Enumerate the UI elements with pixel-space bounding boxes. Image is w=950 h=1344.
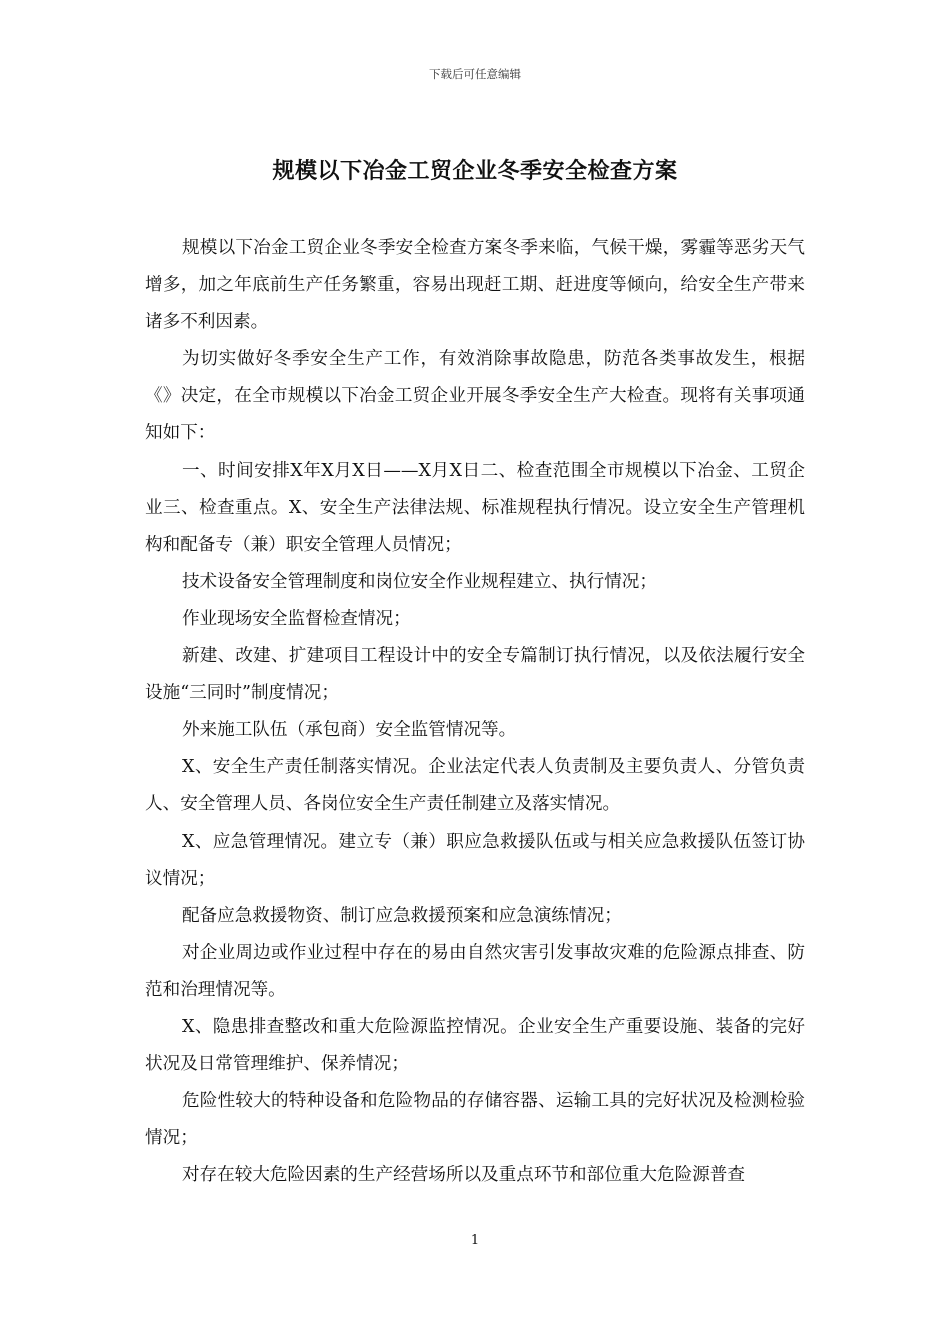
paragraph: 规模以下冶金工贸企业冬季安全检查方案冬季来临，气候干燥，雾霾等恶劣天气增多，加之年底前生产任务繁重，容易出现赶工期、赶进度等倾向，给安全生产带来诸多不利因素。 (145, 238, 805, 333)
paragraph: X、应急管理情况。建立专（兼）职应急救援队伍或与相关应急救援队伍签订协议情况； (145, 831, 805, 889)
paragraph: 危险性较大的特种设备和危险物品的存储容器、运输工具的完好状况及检测检验情况； (145, 1091, 805, 1149)
paragraph: 作业现场安全监督检查情况； (181, 608, 411, 629)
paragraph: 新建、改建、扩建项目工程设计中的安全专篇制订执行情况，以及依法履行安全设施“三同时”制度情况； (145, 646, 805, 704)
paragraph: 配备应急救援物资、制订应急救援预案和应急演练情况； (181, 905, 622, 926)
paragraph: 一、时间安排X年X月X日——X月X日二、检查范围全市规模以下冶金、工贸企业三、检查重点。X、安全生产法律法规、标准规程执行情况。设立安全生产管理机构和配备专（兼）职安全管理人员情况； (145, 460, 805, 555)
paragraph: X、隐患排查整改和重大危险源监控情况。企业安全生产重要设施、装备的完好状况及日常管理维护、保养情况； (145, 1016, 805, 1075)
document-title: 规模以下冶金工贸企业冬季安全检查方案 (272, 159, 678, 184)
paragraph: 技术设备安全管理制度和岗位安全作业规程建立、执行情况； (181, 571, 657, 592)
document-body (145, 230, 805, 1194)
header-note: 下载后可任意编辑 (429, 67, 521, 81)
paragraph: 外来施工队伍（承包商）安全监管情况等。 (181, 720, 517, 741)
paragraph: 对存在较大危险因素的生产经营场所以及重点环节和部位重大危险源普查 (181, 1165, 745, 1186)
paragraph: 为切实做好冬季安全生产工作，有效消除事故隐患，防范各类事故发生，根据《》决定，在全市规模以下冶金工贸企业开展冬季安全生产大检查。现将有关事项通知如下： (145, 349, 805, 444)
page-number: 1 (470, 1233, 480, 1248)
paragraph: 对企业周边或作业过程中存在的易由自然灾害引发事故灾难的危险源点排查、防范和治理情况等。 (145, 942, 805, 1000)
paragraph: X、安全生产责任制落实情况。企业法定代表人负责制及主要负责人、分管负责人、安全管理人员、各岗位安全生产责任制建立及落实情况。 (145, 757, 805, 815)
